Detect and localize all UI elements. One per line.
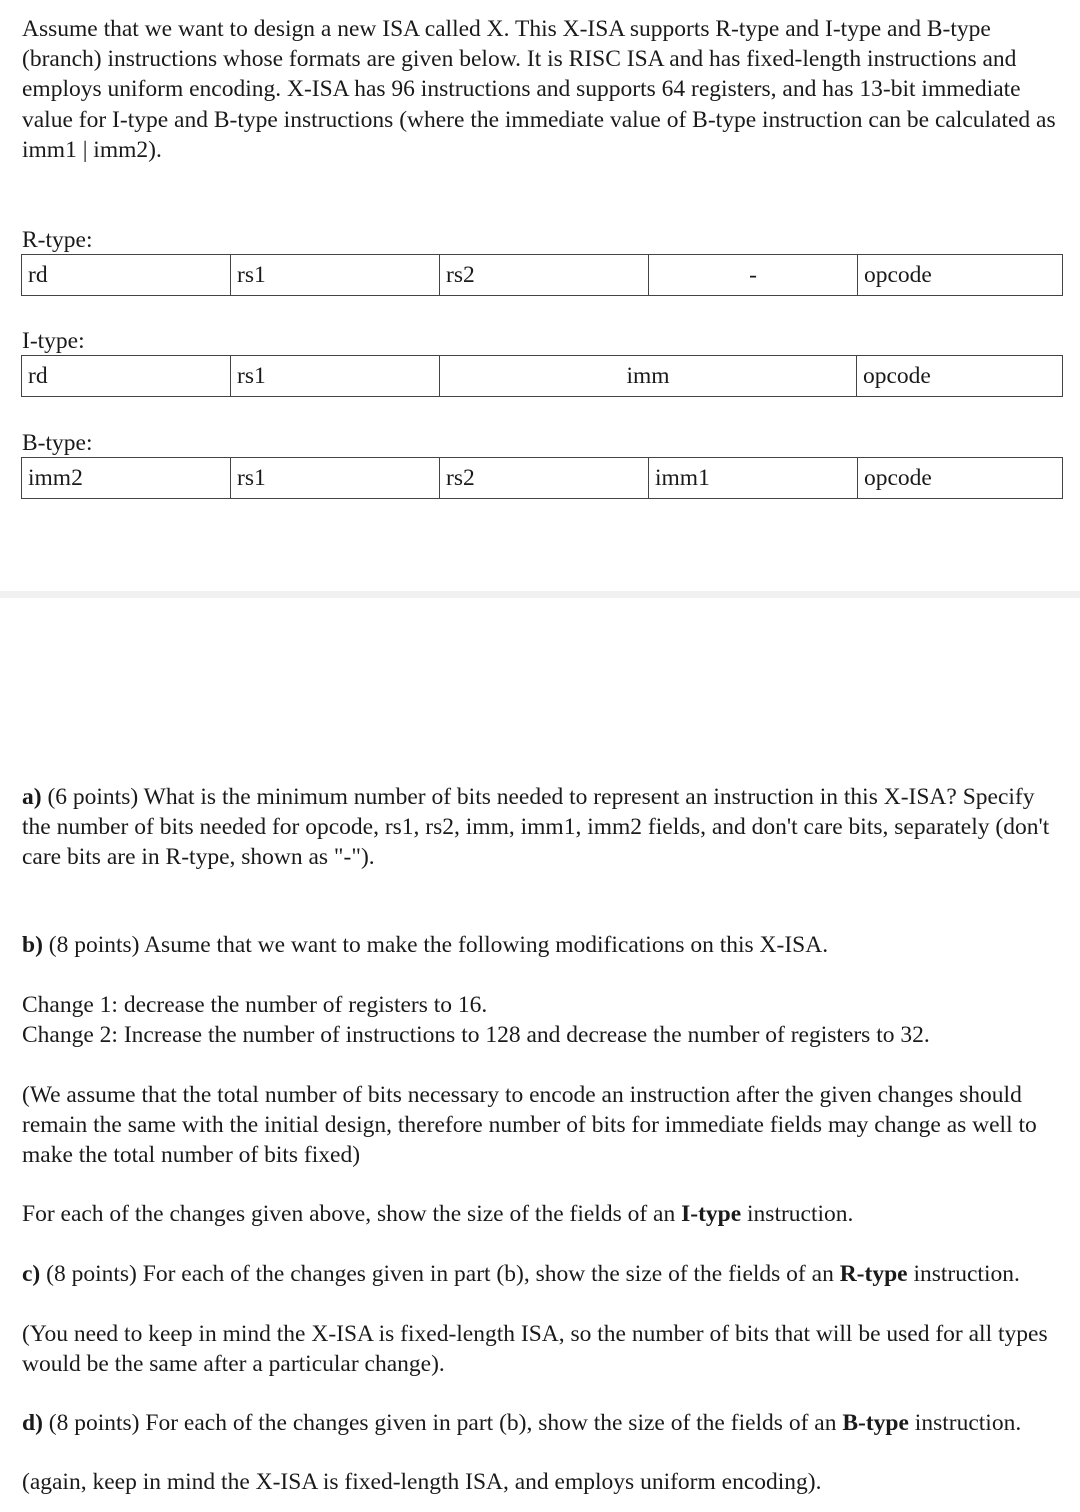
intro-paragraph: Assume that we want to design a new ISA called X. This X-ISA supports R-type and I-type and B-type (branch) instructions whose formats are given below. It is RISC ISA and has fixed-length instructions and employs uniform encoding. X-ISA has 96 instructions and supports 64 registers, and has 13-bit immediate value for I-type and B-type instructions (where the immediate value of B-type instruction can be calculated as imm1 | imm2).	[22, 16, 1056, 163]
change-2: Change 2: Increase the number of instructions to 128 and decrease the number of registers to 32.	[22, 1022, 930, 1048]
change-1: Change 1: decrease the number of registers to 16.	[22, 992, 488, 1018]
question-a-text: (6 points) What is the minimum number of bits needed to represent an instruction in this X-ISA? Specify the number of bits needed for opcode, rs1, rs2, imm, imm1, imm2 fields, and don't care bits, separately (don't care bits are in R-type, shown as "-").	[22, 784, 1050, 870]
rtype-rd-field: rd	[22, 255, 231, 296]
question-b-task-pre: For each of the changes given above, show the size of the fields of an	[22, 1201, 682, 1227]
btype-imm2-field: imm2	[22, 458, 231, 499]
question-c-label: c)	[22, 1261, 41, 1287]
itype-imm-field: imm	[440, 356, 857, 397]
question-c-note: (You need to keep in mind the X-ISA is fixed-length ISA, so the number of bits that will be used for all types would be the same after a particular change).	[22, 1321, 1048, 1377]
question-d-text-bold: B-type	[842, 1410, 909, 1436]
btype-rs2-field: rs2	[440, 458, 649, 499]
question-d-note: (again, keep in mind the X-ISA is fixed-length ISA, and employs uniform encoding).	[22, 1469, 822, 1495]
btype-label: B-type:	[22, 430, 93, 456]
question-c-text-post: instruction.	[907, 1261, 1020, 1287]
question-c-text-pre: (8 points) For each of the changes given in part (b), show the size of the fields of an	[40, 1261, 840, 1287]
question-d	[22, 1408, 1067, 1438]
rtype-label: R-type:	[22, 227, 93, 253]
question-b-label: b)	[22, 932, 43, 958]
itype-rd-field: rd	[22, 356, 231, 397]
question-b	[22, 930, 1067, 960]
rtype-format-table	[21, 254, 1063, 296]
question-b-task-post: instruction.	[741, 1201, 854, 1227]
question-d-text-pre: (8 points) For each of the changes given in part (b), show the size of the fields of an	[42, 1410, 843, 1436]
btype-format-table	[21, 457, 1063, 499]
itype-rs1-field: rs1	[231, 356, 440, 397]
itype-label: I-type:	[22, 328, 85, 354]
btype-opcode-field: opcode	[858, 458, 1063, 499]
btype-rs1-field: rs1	[231, 458, 440, 499]
rtype-rs1-field: rs1	[231, 255, 440, 296]
question-b-text: (8 points) Asume that we want to make the following modifications on this X-ISA.	[42, 932, 829, 958]
question-d-label: d)	[22, 1410, 43, 1436]
question-a	[22, 782, 1067, 872]
question-c-text-bold: R-type	[839, 1261, 908, 1287]
question-b-note: (We assume that the total number of bits necessary to encode an instruction after the given changes should remain the same with the initial design, therefore number of bits for immediate fields may change as well to make the total number of bits fixed)	[22, 1082, 1037, 1168]
rtype-opcode-field: opcode	[858, 255, 1063, 296]
question-a-label: a)	[22, 784, 42, 810]
question-b-task-bold: I-type	[681, 1201, 742, 1227]
question-d-text-post: instruction.	[908, 1410, 1022, 1436]
itype-format-table	[21, 355, 1063, 397]
question-c	[22, 1259, 1067, 1289]
rtype-dontcare-field: -	[649, 255, 858, 296]
rtype-rs2-field: rs2	[440, 255, 649, 296]
itype-opcode-field: opcode	[857, 356, 1063, 397]
question-b-task	[22, 1199, 1067, 1229]
page-break-divider	[0, 591, 1080, 598]
btype-imm1-field: imm1	[649, 458, 858, 499]
